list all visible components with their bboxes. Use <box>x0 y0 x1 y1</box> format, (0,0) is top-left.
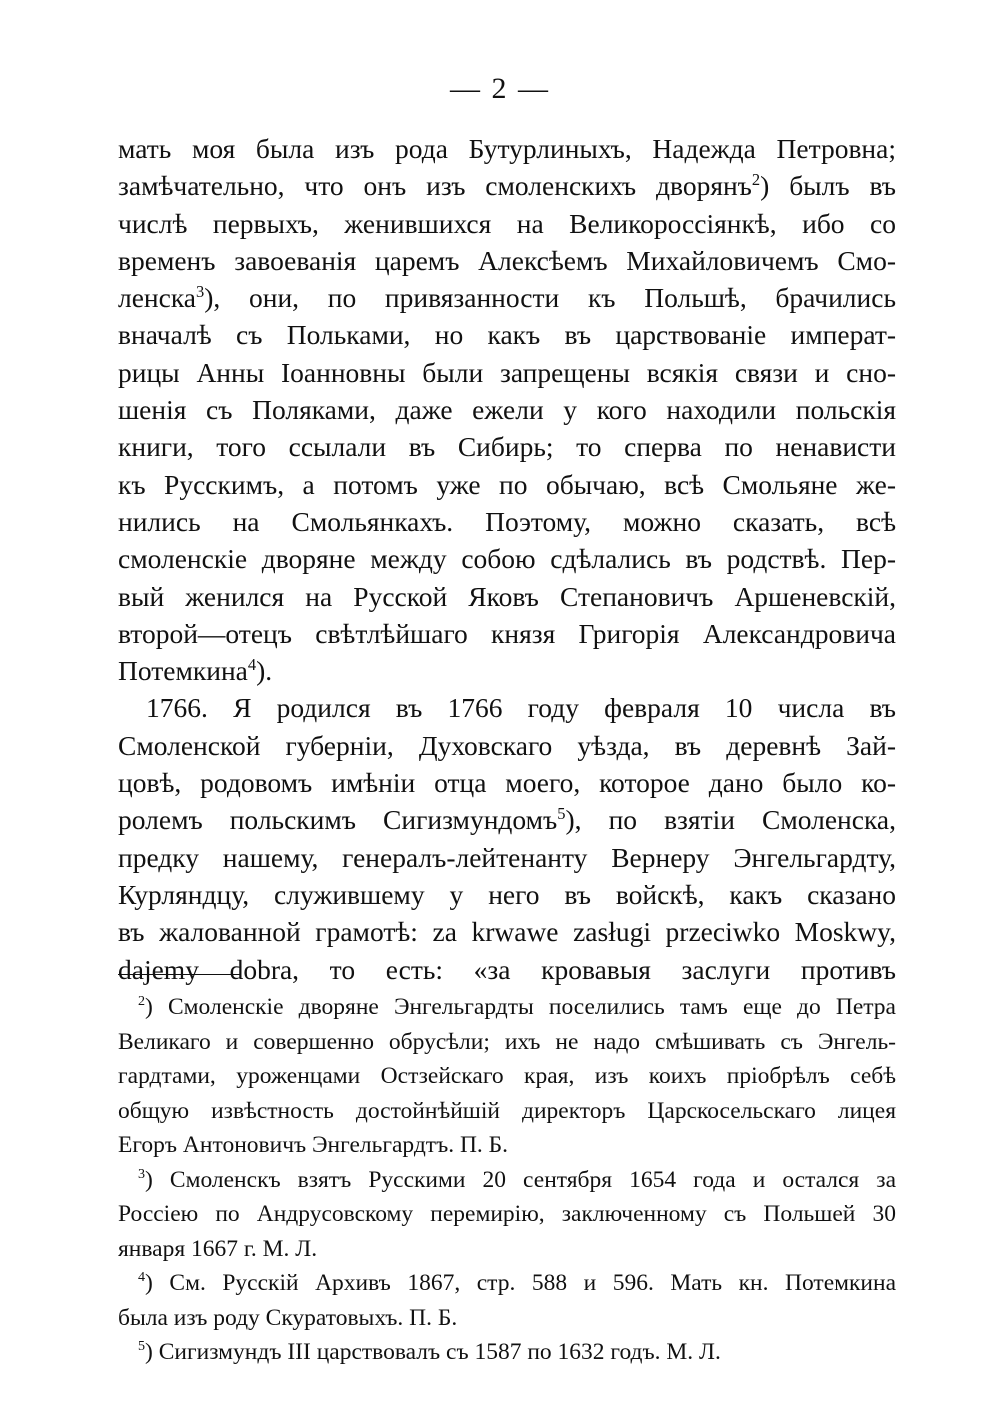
footnote-marker: 3 <box>138 1165 146 1182</box>
text-line <box>118 428 896 465</box>
line-text: въ жалованной грамотѣ: za krwawe zasługi przeciwko Moskwy, <box>118 916 896 948</box>
footnote-line <box>118 1266 896 1301</box>
footnote-text: была изъ роду Скуратовыхъ. П. Б. <box>118 1304 458 1331</box>
footnote-text: Великаго и совершенно обрусѣли; ихъ не надо смѣшивать съ Энгель- <box>118 1028 896 1055</box>
line-text: временъ завоеванія царемъ Алексѣемъ Михайловичемъ Смо- <box>118 244 896 276</box>
text-line <box>118 503 896 540</box>
footnote-text: гардтами, уроженцами Остзейскаго края, изъ коихъ пріобрѣлъ себѣ <box>118 1063 896 1089</box>
footnote-line <box>118 1163 896 1198</box>
footnote-text: ) Сигизмундъ III царствовалъ съ 1587 по 1632 годъ. М. Л. <box>145 1339 721 1365</box>
line-text: dajemy dobra, то есть: «за кровавыя заслуги противъ <box>118 953 896 985</box>
footnote-line <box>118 1232 896 1267</box>
line-text: мать моя была изъ рода Бутурлиныхъ, Надежда Петровна; <box>118 133 896 164</box>
footnote-ref: 5 <box>557 804 566 824</box>
text-line <box>118 242 896 279</box>
text-line <box>118 652 896 689</box>
footnote-marker: 4 <box>138 1269 146 1286</box>
footnote-line <box>118 1197 896 1232</box>
footnote-text: января 1667 г. М. Л. <box>118 1235 318 1262</box>
line-text-after: ) былъ въ <box>760 170 896 202</box>
footnote-line <box>118 1128 896 1163</box>
footnote-line <box>118 1301 896 1336</box>
line-text: Смоленской губерніи, Духовскаго уѣзда, въ деревнѣ Зай- <box>118 729 896 761</box>
text-line <box>118 913 896 950</box>
line-text: нились на Смольянкахъ. Поэтому, можно сказать, всѣ <box>118 505 896 537</box>
line-text: вый женился на Русской Яковъ Степановичъ Аршеневскій, <box>118 580 896 612</box>
footnote-marker: 2 <box>138 993 146 1010</box>
line-text: Курляндцу, служившему у него въ войскѣ, какъ сказано <box>118 878 896 910</box>
text-line <box>118 167 896 204</box>
text-line <box>118 615 896 652</box>
footnote-text: ) Смоленскъ взятъ Русскими 20 сентября 1654 года и остался за <box>145 1166 896 1193</box>
line-text: цовѣ, родовомъ имѣніи отца моего, которое дано было ко- <box>118 767 896 799</box>
line-text: вначалѣ съ Польками, но какъ въ царствованіе императ- <box>118 319 896 351</box>
text-line <box>118 466 896 503</box>
footnote-line <box>118 1059 896 1094</box>
text-line <box>118 578 896 615</box>
text-line <box>118 801 896 838</box>
text-line <box>118 205 896 242</box>
line-text: книги, того ссылали въ Сибирь; то сперва по ненависти <box>118 431 896 463</box>
text-line <box>118 279 896 316</box>
text-line <box>118 391 896 428</box>
text-line <box>118 876 896 913</box>
footnote-text: ) Смоленскіе дворяне Энгельгардты поселились тамъ еще до Петра <box>145 994 896 1020</box>
text-line <box>118 764 896 801</box>
line-text-after: ). <box>256 655 273 687</box>
line-text: рицы Анны Іоанновны были запрещены всякія связи и сно- <box>118 356 896 388</box>
footnote-line <box>118 990 896 1025</box>
line-text-after: ), они, по привязанности къ Польшѣ, брачились <box>204 282 896 314</box>
footnote-line <box>118 1335 896 1370</box>
footnote-line <box>118 1094 896 1129</box>
text-line <box>118 951 896 988</box>
text-line <box>118 839 896 876</box>
line-text: 1766. Я родился въ 1766 году февраля 10 числа въ <box>146 692 896 724</box>
footnote-ref: 3 <box>196 282 205 302</box>
line-text: второй—отецъ свѣтлѣйшаго князя Григорія Александровича <box>118 617 896 649</box>
footnote-text: Россіею по Андрусовскому перемирію, заключенному съ Польшей 30 <box>118 1201 896 1227</box>
main-text <box>118 130 896 988</box>
line-text: смоленскіе дворяне между собою сдѣлались въ родствѣ. Пер- <box>118 543 896 575</box>
line-text: ролемъ польскимъ Сигизмундомъ <box>118 804 558 836</box>
line-text: замѣчательно, что онъ изъ смоленскихъ дворянъ <box>118 170 752 202</box>
line-text-after: ), по взятіи Смоленска, <box>565 804 896 836</box>
line-text: предку нашему, генералъ-лейтенанту Вернеру Энгельгардту, <box>118 841 896 873</box>
footnote-text: Егоръ Антоновичъ Энгельгардтъ. П. Б. <box>118 1132 509 1158</box>
text-line <box>118 689 896 726</box>
footnote-text: общую извѣстность достойнѣйшій директоръ Царскосельскаго лицея <box>118 1097 896 1124</box>
footnote-separator <box>118 974 240 975</box>
footnote-ref: 4 <box>247 655 257 674</box>
footnotes <box>118 990 896 1370</box>
text-line <box>118 354 896 391</box>
line-text: Потемкина <box>118 655 248 687</box>
footnote-marker: 5 <box>138 1338 146 1355</box>
text-line <box>118 316 896 353</box>
footnote-line <box>118 1025 896 1060</box>
footnote-ref: 2 <box>751 170 761 190</box>
text-line <box>118 727 896 764</box>
line-text: ленска <box>118 282 197 314</box>
text-line <box>118 540 896 577</box>
footnote-text: ) См. Русскій Архивъ 1867, стр. 588 и 596. Мать кн. Потемкина <box>145 1270 896 1296</box>
text-line <box>118 130 896 167</box>
line-text: къ Русскимъ, а потомъ уже по обычаю, всѣ Смольяне же- <box>118 468 896 500</box>
line-text: числѣ первыхъ, женившихся на Великороссіянкѣ, ибо со <box>118 207 896 239</box>
page-number: — 2 — <box>450 72 550 105</box>
line-text: шенія съ Поляками, даже ежели у кого находили польскія <box>118 394 896 426</box>
